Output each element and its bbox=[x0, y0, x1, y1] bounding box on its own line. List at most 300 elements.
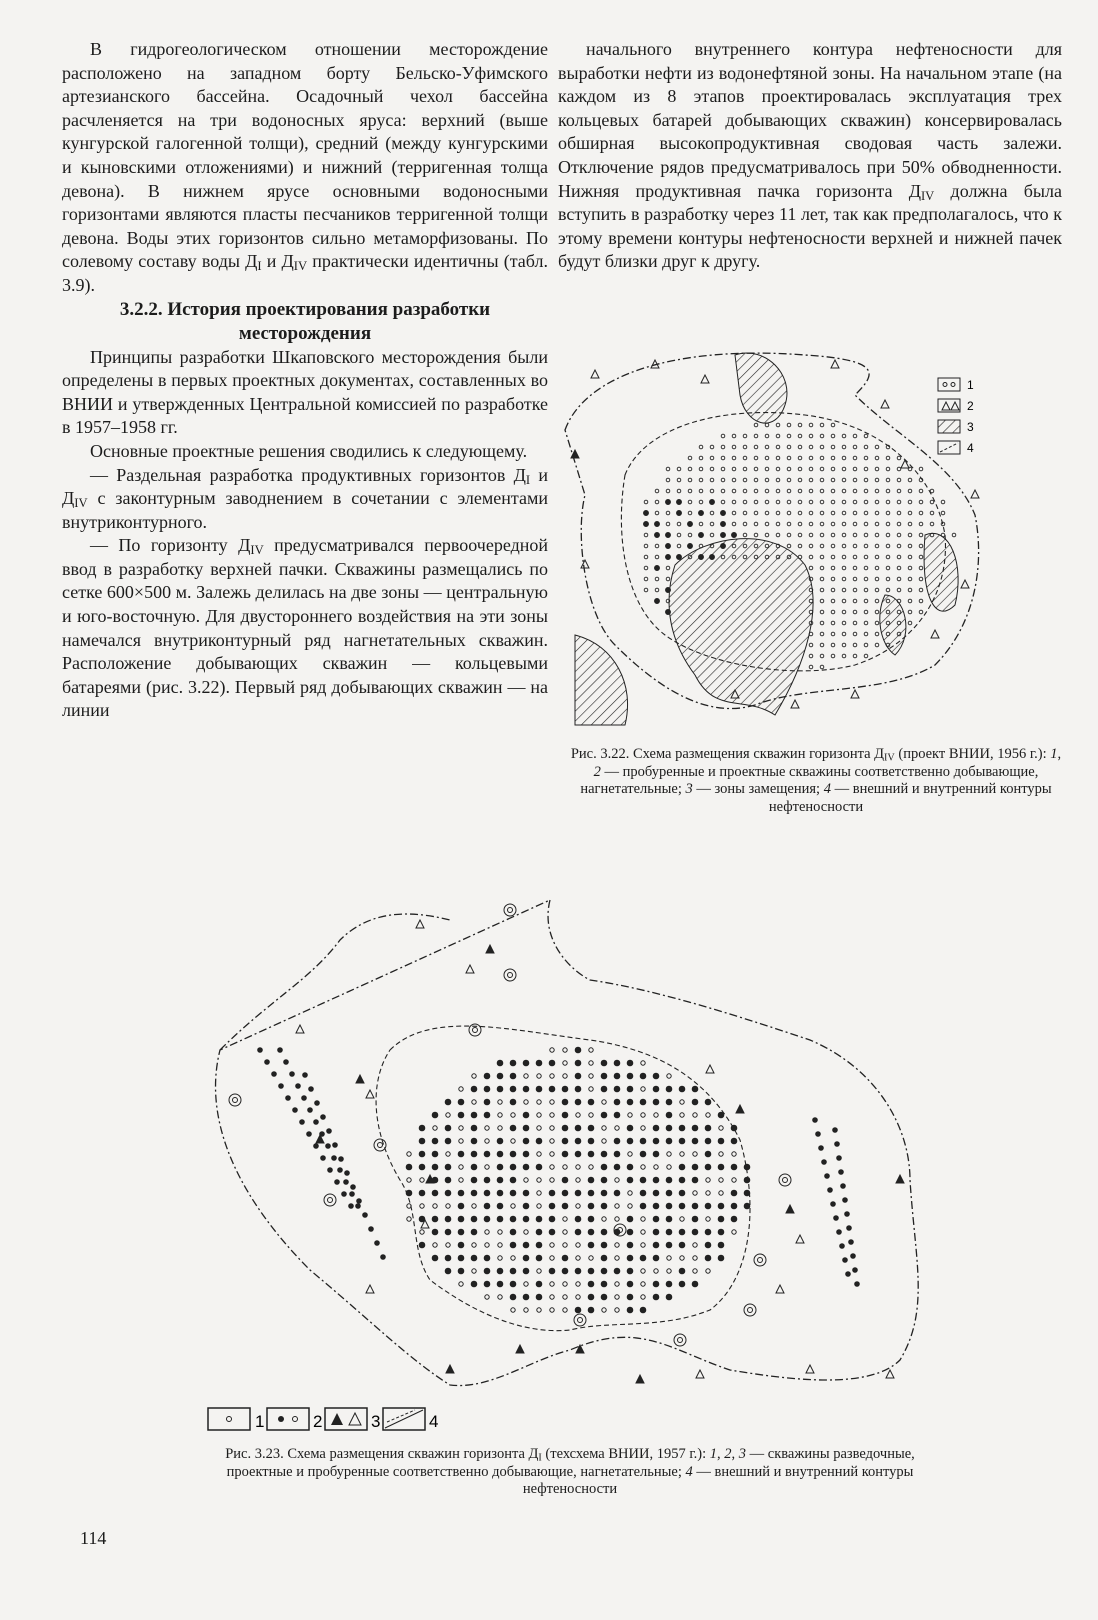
well-circle-icon bbox=[787, 467, 791, 471]
well-circle-icon bbox=[523, 1086, 529, 1092]
well-circle-icon bbox=[743, 467, 747, 471]
well-circle-icon bbox=[798, 555, 802, 559]
well-circle-icon bbox=[919, 544, 923, 548]
well-circle-icon bbox=[445, 1216, 451, 1222]
well-circle-icon bbox=[854, 1281, 860, 1287]
well-triangle-icon bbox=[851, 690, 859, 698]
well-circle-icon bbox=[754, 522, 758, 526]
well-circle-icon bbox=[575, 1138, 581, 1144]
well-circle-icon bbox=[718, 1164, 724, 1170]
well-circle-icon bbox=[744, 1177, 750, 1183]
well-circle-icon bbox=[653, 1216, 659, 1222]
well-circle-icon bbox=[864, 478, 868, 482]
well-circle-icon bbox=[864, 632, 868, 636]
well-circle-icon bbox=[510, 1099, 516, 1105]
well-circle-icon bbox=[666, 1281, 672, 1287]
well-circle-icon bbox=[692, 1229, 698, 1235]
well-circle-icon bbox=[562, 1190, 568, 1196]
well-circle-icon bbox=[908, 577, 912, 581]
well-circle-icon bbox=[471, 1125, 477, 1131]
well-circle-icon bbox=[614, 1112, 620, 1118]
well-circle-icon bbox=[655, 577, 659, 581]
well-circle-icon bbox=[563, 1165, 567, 1169]
well-circle-icon bbox=[842, 654, 846, 658]
well-circle-icon bbox=[446, 1243, 450, 1247]
well-circle-icon bbox=[820, 566, 824, 570]
well-circle-icon bbox=[930, 522, 934, 526]
well-circle-icon bbox=[641, 1282, 645, 1286]
well-circle-icon bbox=[655, 533, 660, 538]
well-circle-icon bbox=[845, 1271, 851, 1277]
well-circle-icon bbox=[498, 1113, 502, 1117]
well-circle-icon bbox=[549, 1190, 555, 1196]
well-triangle-icon bbox=[806, 1365, 814, 1373]
well-circle-icon bbox=[897, 577, 901, 581]
well-circle-icon bbox=[537, 1074, 541, 1078]
well-circle-icon bbox=[510, 1281, 516, 1287]
well-circle-icon bbox=[721, 533, 726, 538]
well-triangle-icon bbox=[896, 1175, 904, 1183]
well-circle-icon bbox=[710, 555, 715, 560]
well-circle-icon bbox=[550, 1126, 554, 1130]
well-circle-icon bbox=[655, 588, 659, 592]
well-triangle-icon bbox=[591, 370, 599, 378]
well-circle-icon bbox=[754, 511, 758, 515]
well-circle-icon bbox=[432, 1190, 438, 1196]
well-circle-icon bbox=[575, 1216, 581, 1222]
well-circle-icon bbox=[307, 1107, 313, 1113]
well-circle-icon bbox=[628, 1113, 632, 1117]
well-circle-icon bbox=[628, 1204, 632, 1208]
well-circle-icon bbox=[563, 1217, 567, 1221]
well-circle-icon bbox=[419, 1151, 425, 1157]
well-circle-icon bbox=[654, 1269, 658, 1273]
replacement-zone bbox=[735, 353, 787, 423]
well-circle-icon bbox=[818, 1145, 824, 1151]
well-circle-icon bbox=[842, 643, 846, 647]
well-circle-icon bbox=[743, 489, 747, 493]
well-circle-icon bbox=[433, 1204, 437, 1208]
well-circle-icon bbox=[524, 1074, 528, 1078]
well-circle-icon bbox=[706, 1217, 710, 1221]
well-circle-icon bbox=[614, 1099, 620, 1105]
well-circle-icon bbox=[653, 1229, 659, 1235]
well-circle-icon bbox=[875, 621, 879, 625]
well-circle-icon bbox=[472, 1243, 476, 1247]
well-circle-icon bbox=[809, 555, 813, 559]
well-circle-icon bbox=[705, 1203, 711, 1209]
well-circle-icon bbox=[809, 467, 813, 471]
well-triangle-icon bbox=[416, 920, 424, 928]
well-circle-icon bbox=[842, 445, 846, 449]
well-circle-icon bbox=[588, 1151, 594, 1157]
well-circle-icon bbox=[853, 566, 857, 570]
well-circle-icon bbox=[627, 1281, 633, 1287]
well-circle-icon bbox=[655, 511, 659, 515]
well-circle-icon bbox=[864, 643, 868, 647]
well-circle-icon bbox=[338, 1156, 344, 1162]
well-circle-icon bbox=[641, 1061, 645, 1065]
well-circle-icon bbox=[743, 445, 747, 449]
well-circle-icon bbox=[732, 434, 736, 438]
well-circle-icon bbox=[445, 1099, 451, 1105]
well-circle-icon bbox=[787, 456, 791, 460]
legend-label: 1 bbox=[255, 1412, 265, 1431]
well-circle-icon bbox=[897, 467, 901, 471]
well-circle-icon bbox=[550, 1074, 554, 1078]
well-circle-icon bbox=[458, 1216, 464, 1222]
well-circle-icon bbox=[743, 500, 747, 504]
well-circle-icon bbox=[836, 1229, 842, 1235]
well-circle-icon bbox=[864, 489, 868, 493]
well-circle-icon bbox=[627, 1268, 633, 1274]
well-circle-icon bbox=[919, 489, 923, 493]
well-circle-icon bbox=[562, 1177, 568, 1183]
exploration-well-icon bbox=[378, 1143, 383, 1148]
well-circle-icon bbox=[692, 1177, 698, 1183]
well-circle-icon bbox=[886, 566, 890, 570]
exploration-well-icon bbox=[783, 1178, 788, 1183]
well-circle-icon bbox=[523, 1268, 529, 1274]
well-circle-icon bbox=[787, 544, 791, 548]
well-circle-icon bbox=[820, 500, 824, 504]
well-circle-icon bbox=[562, 1138, 568, 1144]
well-circle-icon bbox=[523, 1216, 529, 1222]
well-circle-icon bbox=[510, 1242, 516, 1248]
well-circle-icon bbox=[563, 1282, 567, 1286]
well-circle-icon bbox=[831, 599, 835, 603]
well-circle-icon bbox=[550, 1100, 554, 1104]
well-circle-icon bbox=[601, 1164, 607, 1170]
well-circle-icon bbox=[705, 1242, 711, 1248]
well-circle-icon bbox=[718, 1203, 724, 1209]
well-circle-icon bbox=[842, 621, 846, 625]
well-circle-icon bbox=[719, 1178, 723, 1182]
well-circle-icon bbox=[732, 511, 736, 515]
well-circle-icon bbox=[831, 522, 835, 526]
well-circle-icon bbox=[432, 1255, 438, 1261]
well-circle-icon bbox=[809, 566, 813, 570]
well-circle-icon bbox=[710, 522, 714, 526]
well-circle-icon bbox=[510, 1294, 516, 1300]
well-circle-icon bbox=[299, 1119, 305, 1125]
well-circle-icon bbox=[908, 533, 912, 537]
well-circle-icon bbox=[420, 1178, 424, 1182]
well-circle-icon bbox=[853, 643, 857, 647]
exploration-well-icon bbox=[758, 1258, 763, 1263]
well-circle-icon bbox=[842, 599, 846, 603]
well-circle-icon bbox=[919, 522, 923, 526]
well-circle-icon bbox=[699, 489, 703, 493]
well-circle-icon bbox=[484, 1281, 490, 1287]
well-circle-icon bbox=[886, 456, 890, 460]
well-circle-icon bbox=[897, 522, 901, 526]
well-circle-icon bbox=[602, 1139, 606, 1143]
well-circle-icon bbox=[875, 456, 879, 460]
well-circle-icon bbox=[699, 467, 703, 471]
well-circle-icon bbox=[809, 511, 813, 515]
well-circle-icon bbox=[285, 1095, 291, 1101]
well-circle-icon bbox=[765, 522, 769, 526]
well-circle-icon bbox=[699, 445, 703, 449]
well-circle-icon bbox=[589, 1113, 593, 1117]
exploration-well-icon bbox=[508, 973, 513, 978]
well-circle-icon bbox=[824, 1173, 830, 1179]
well-circle-icon bbox=[776, 478, 780, 482]
well-circle-icon bbox=[765, 500, 769, 504]
well-circle-icon bbox=[705, 1151, 711, 1157]
well-circle-icon bbox=[908, 566, 912, 570]
well-circle-icon bbox=[498, 1243, 502, 1247]
well-circle-icon bbox=[589, 1165, 593, 1169]
well-circle-icon bbox=[666, 555, 671, 560]
well-circle-icon bbox=[679, 1268, 685, 1274]
well-circle-icon bbox=[842, 456, 846, 460]
well-circle-icon bbox=[886, 489, 890, 493]
well-circle-icon bbox=[368, 1226, 374, 1232]
well-circle-icon bbox=[827, 1187, 833, 1193]
well-circle-icon bbox=[718, 1112, 724, 1118]
well-circle-icon bbox=[458, 1112, 464, 1118]
well-circle-icon bbox=[510, 1216, 516, 1222]
well-circle-icon bbox=[575, 1060, 581, 1066]
well-circle-icon bbox=[614, 1151, 620, 1157]
well-circle-icon bbox=[842, 588, 846, 592]
well-circle-icon bbox=[731, 1125, 737, 1131]
well-circle-icon bbox=[667, 1152, 671, 1156]
well-circle-icon bbox=[941, 533, 945, 537]
well-circle-icon bbox=[484, 1073, 490, 1079]
well-circle-icon bbox=[710, 467, 714, 471]
well-circle-icon bbox=[798, 467, 802, 471]
well-circle-icon bbox=[706, 1191, 710, 1195]
well-circle-icon bbox=[614, 1060, 620, 1066]
well-circle-icon bbox=[853, 621, 857, 625]
well-circle-icon bbox=[589, 1256, 593, 1260]
well-circle-icon bbox=[692, 1281, 698, 1287]
well-circle-icon bbox=[853, 434, 857, 438]
well-circle-icon bbox=[549, 1203, 555, 1209]
well-circle-icon bbox=[549, 1216, 555, 1222]
well-circle-icon bbox=[511, 1113, 515, 1117]
exploration-well-icon bbox=[748, 1308, 753, 1313]
left-column bbox=[62, 38, 548, 723]
well-circle-icon bbox=[614, 1138, 620, 1144]
well-circle-icon bbox=[497, 1281, 503, 1287]
well-circle-icon bbox=[667, 1256, 671, 1260]
paragraph: — По горизонту $Д_{IV}$ предусматривался первоочередной ввод в разработку верхней пачки. Скважины размещались по сетке 600×500 м. Залежь делилась на две зоны — центральную и юго-восточную. Для двустороннего воздействия на эти зоны намечался внутриконтурный ряд нагнетательных скважин. Расположение добывающих скважин — кольцевыми батареями (рис. 3.22). Первый ряд добывающих скважин — на линии bbox=[62, 535, 548, 721]
well-circle-icon bbox=[601, 1203, 607, 1209]
well-circle-icon bbox=[536, 1255, 542, 1261]
well-circle-icon bbox=[341, 1191, 347, 1197]
well-circle-icon bbox=[754, 445, 758, 449]
well-circle-icon bbox=[787, 500, 791, 504]
well-circle-icon bbox=[627, 1177, 633, 1183]
well-circle-icon bbox=[864, 500, 868, 504]
well-circle-icon bbox=[930, 511, 934, 515]
well-circle-icon bbox=[719, 1191, 723, 1195]
well-circle-icon bbox=[644, 577, 648, 581]
well-circle-icon bbox=[820, 445, 824, 449]
well-circle-icon bbox=[484, 1112, 490, 1118]
well-circle-icon bbox=[820, 456, 824, 460]
well-circle-icon bbox=[320, 1155, 326, 1161]
well-circle-icon bbox=[550, 1243, 554, 1247]
well-circle-icon bbox=[653, 1073, 659, 1079]
well-circle-icon bbox=[743, 434, 747, 438]
well-circle-icon bbox=[563, 1308, 567, 1312]
well-circle-icon bbox=[798, 445, 802, 449]
well-circle-icon bbox=[510, 1086, 516, 1092]
well-circle-icon bbox=[640, 1138, 646, 1144]
well-circle-icon bbox=[820, 511, 824, 515]
well-circle-icon bbox=[627, 1242, 633, 1248]
well-circle-icon bbox=[820, 544, 824, 548]
well-circle-icon bbox=[820, 577, 824, 581]
well-circle-icon bbox=[523, 1242, 529, 1248]
well-circle-icon bbox=[654, 1113, 658, 1117]
well-circle-icon bbox=[809, 478, 813, 482]
well-circle-icon bbox=[601, 1255, 607, 1261]
well-circle-icon bbox=[831, 500, 835, 504]
well-circle-icon bbox=[484, 1268, 490, 1274]
well-circle-icon bbox=[839, 1243, 845, 1249]
well-circle-icon bbox=[875, 610, 879, 614]
well-circle-icon bbox=[666, 577, 670, 581]
well-circle-icon bbox=[688, 467, 692, 471]
well-circle-icon bbox=[798, 478, 802, 482]
well-circle-icon bbox=[524, 1230, 528, 1234]
well-circle-icon bbox=[831, 643, 835, 647]
well-triangle-icon bbox=[706, 1065, 714, 1073]
well-circle-icon bbox=[350, 1184, 356, 1190]
well-circle-icon bbox=[575, 1190, 581, 1196]
well-circle-icon bbox=[433, 1126, 437, 1130]
well-circle-icon bbox=[497, 1138, 503, 1144]
well-circle-icon bbox=[743, 511, 747, 515]
well-circle-icon bbox=[308, 1086, 314, 1092]
well-circle-icon bbox=[693, 1256, 697, 1260]
well-circle-icon bbox=[842, 434, 846, 438]
well-circle-icon bbox=[510, 1190, 516, 1196]
well-circle-icon bbox=[576, 1295, 580, 1299]
well-triangle-icon bbox=[366, 1090, 374, 1098]
well-circle-icon bbox=[510, 1060, 516, 1066]
well-circle-icon bbox=[776, 423, 780, 427]
exploration-well-icon bbox=[504, 904, 516, 916]
well-circle-icon bbox=[718, 1138, 724, 1144]
well-circle-icon bbox=[886, 522, 890, 526]
well-circle-icon bbox=[919, 533, 923, 537]
well-circle-icon bbox=[615, 1282, 619, 1286]
exploration-well-icon bbox=[508, 908, 513, 913]
well-circle-icon bbox=[419, 1190, 425, 1196]
well-circle-icon bbox=[523, 1190, 529, 1196]
well-circle-icon bbox=[628, 1152, 632, 1156]
well-circle-icon bbox=[677, 544, 681, 548]
well-circle-icon bbox=[640, 1255, 646, 1261]
well-circle-icon bbox=[655, 500, 659, 504]
well-circle-icon bbox=[688, 478, 692, 482]
well-circle-icon bbox=[459, 1126, 463, 1130]
well-circle-icon bbox=[419, 1242, 425, 1248]
well-circle-icon bbox=[471, 1177, 477, 1183]
well-circle-icon bbox=[831, 434, 835, 438]
well-circle-icon bbox=[653, 1151, 659, 1157]
well-circle-icon bbox=[832, 1127, 838, 1133]
figure-3-23-well-map bbox=[190, 880, 940, 1400]
well-circle-icon bbox=[842, 467, 846, 471]
well-circle-icon bbox=[679, 1190, 685, 1196]
well-circle-icon bbox=[640, 1177, 646, 1183]
well-circle-icon bbox=[710, 500, 715, 505]
well-circle-icon bbox=[754, 434, 758, 438]
well-circle-icon bbox=[706, 1269, 710, 1273]
well-circle-icon bbox=[732, 522, 736, 526]
well-circle-icon bbox=[471, 1190, 477, 1196]
well-circle-icon bbox=[589, 1087, 593, 1091]
well-circle-icon bbox=[537, 1126, 541, 1130]
well-circle-icon bbox=[731, 1190, 737, 1196]
well-circle-icon bbox=[842, 1197, 848, 1203]
well-circle-icon bbox=[679, 1281, 685, 1287]
figure-3-23-caption: Рис. 3.23. Схема размещения скважин горизонта $Д_I$ (техсхема ВНИИ, 1957 г.): 1, 2, 3 — скважины разведочные, проектные и пробуренные соответственно добывающие, нагнетательные; 4 — внешний и внутренний контуры нефтеносности bbox=[225, 1446, 915, 1497]
well-circle-icon bbox=[864, 577, 868, 581]
well-circle-icon bbox=[710, 478, 714, 482]
well-circle-icon bbox=[485, 1230, 489, 1234]
well-circle-icon bbox=[677, 533, 681, 537]
well-circle-icon bbox=[787, 423, 791, 427]
well-circle-icon bbox=[549, 1229, 555, 1235]
well-circle-icon bbox=[787, 489, 791, 493]
well-circle-icon bbox=[798, 522, 802, 526]
well-circle-icon bbox=[842, 632, 846, 636]
well-circle-icon bbox=[897, 533, 901, 537]
well-circle-icon bbox=[523, 1125, 529, 1131]
well-circle-icon bbox=[302, 1072, 308, 1078]
well-circle-icon bbox=[820, 467, 824, 471]
well-circle-icon bbox=[754, 500, 758, 504]
well-circle-icon bbox=[601, 1086, 607, 1092]
well-circle-icon bbox=[842, 478, 846, 482]
well-circle-icon bbox=[864, 456, 868, 460]
well-circle-icon bbox=[886, 511, 890, 515]
well-circle-icon bbox=[679, 1242, 685, 1248]
well-circle-icon bbox=[919, 599, 923, 603]
exploration-well-icon bbox=[574, 1314, 586, 1326]
well-circle-icon bbox=[589, 1074, 593, 1078]
well-circle-icon bbox=[550, 1295, 554, 1299]
well-circle-icon bbox=[919, 555, 923, 559]
well-circle-icon bbox=[644, 511, 649, 516]
well-circle-icon bbox=[575, 1086, 581, 1092]
well-circle-icon bbox=[445, 1164, 451, 1170]
figure-3-22-caption: Рис. 3.22. Схема размещения скважин горизонта $Д_{IV}$ (проект ВНИИ, 1956 г.): 1, 2 — пробуренные и проектные скважины соответственно добывающие, нагнетательные; 3 — зоны замещения; 4 — внешний и внутренний контуры нефтеносности bbox=[570, 746, 1062, 815]
well-circle-icon bbox=[458, 1203, 464, 1209]
well-circle-icon bbox=[875, 467, 879, 471]
well-circle-icon bbox=[853, 599, 857, 603]
well-circle-icon bbox=[536, 1086, 542, 1092]
well-circle-icon bbox=[864, 610, 868, 614]
well-circle-icon bbox=[699, 544, 703, 548]
well-circle-icon bbox=[498, 1256, 502, 1260]
paragraph: — Раздельная разработка продуктивных горизонтов $Д_I$ и $Д_{IV}$ с законтурным заводнением в сочетании с элементами внутриконтурного. bbox=[62, 464, 548, 532]
well-circle-icon bbox=[257, 1047, 263, 1053]
well-circle-icon bbox=[484, 1203, 490, 1209]
well-circle-icon bbox=[653, 1242, 659, 1248]
well-circle-icon bbox=[615, 1243, 619, 1247]
well-circle-icon bbox=[374, 1240, 380, 1246]
